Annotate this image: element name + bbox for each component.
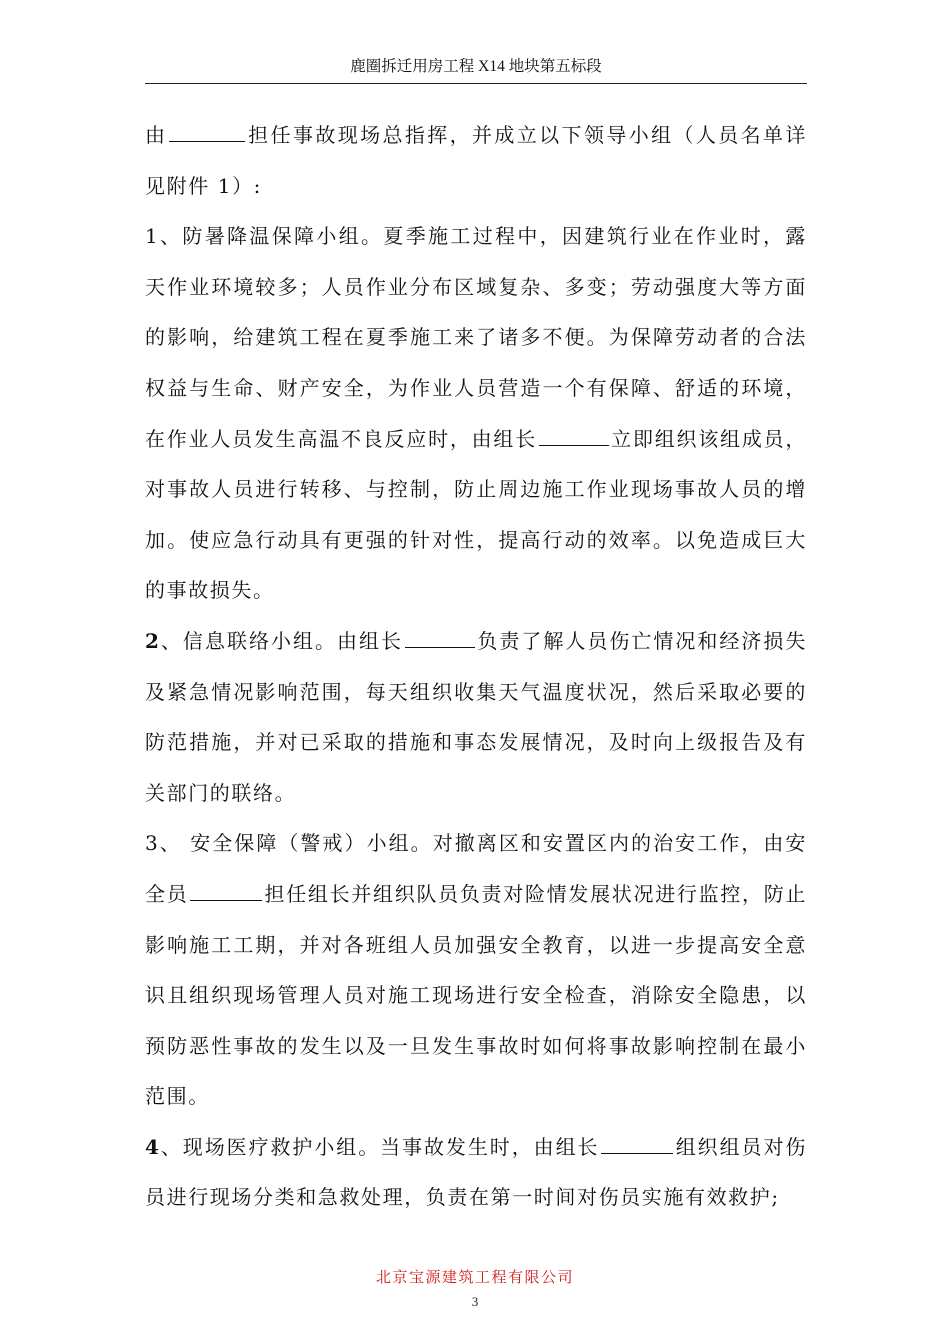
text-segment: 组织组员对伤员进行现场分类和急救处理，负责在第一时间对伤员实施有效救护; [145, 1134, 807, 1210]
blank-line [405, 627, 475, 648]
text-segment: 立即组织该组成员，对事故人员进行转移、与控制，防止周边施工作业现场事故人员的增加。使应急行动具有更强的针对性，提高行动的效率。以免造成巨大的事故损失。 [145, 426, 807, 603]
item-number: 4 [145, 1134, 161, 1159]
blank-line [190, 880, 262, 901]
blank-line [601, 1133, 673, 1154]
footer-company-name: 北京宝源建筑工程有限公司 [375, 1268, 574, 1286]
paragraph-intro [145, 110, 807, 211]
item-number: 2 [145, 628, 161, 653]
text-segment: 1、防暑降温保障小组。夏季施工过程中，因建筑行业在作业时，露天作业环境较多；人员作业分布区域复杂、多变；劳动强度大等方面的影响，给建筑工程在夏季施工来了诸多不便。为保障劳动者的合法权益与生命、财产安全，为作业人员营造一个有保障、舒适的环境，在作业人员发生高温不良反应时，由组长 [145, 224, 807, 451]
text-segment: 3、 安全保障（警戒）小组。对撤离区和安置区内的治安工作，由安全员 [145, 831, 807, 906]
text-segment: 负责了解人员伤亡情况和经济损失及紧急情况影响范围，每天组织收集天气温度状况，然后采取必要的防范措施，并对已采取的措施和事态发展情况，及时向上级报告及有关部门的联络。 [145, 628, 808, 805]
document-body [145, 110, 807, 1223]
page-header-title: 鹿圈拆迁用房工程 X14 地块第五标段 [145, 55, 807, 84]
text-segment: 担任事故现场总指挥，并成立以下领导小组（人员名单详见附件 1）: [145, 123, 807, 198]
paragraph-item-3 [145, 818, 807, 1122]
paragraph-item-4 [145, 1122, 807, 1223]
text-segment: 由 [145, 123, 168, 147]
paragraph-item-2 [145, 616, 807, 818]
text-segment: 担任组长并组织队员负责对险情发展状况进行监控，防止影响施工工期，并对各班组人员加强安全教育，以进一步提高安全意识且组织现场管理人员对施工现场进行安全检查，消除安全隐患，以预防恶性事故的发生以及一旦发生事故时如何将事故影响控制在最小范围。 [145, 881, 808, 1109]
text-segment: 、现场医疗救护小组。当事故发生时，由组长 [160, 1134, 600, 1159]
paragraph-item-1 [145, 211, 807, 616]
text-segment: 、信息联络小组。由组长 [160, 628, 403, 653]
page-number: 3 [471, 1294, 479, 1309]
blank-line [539, 425, 609, 446]
blank-line [169, 121, 245, 142]
